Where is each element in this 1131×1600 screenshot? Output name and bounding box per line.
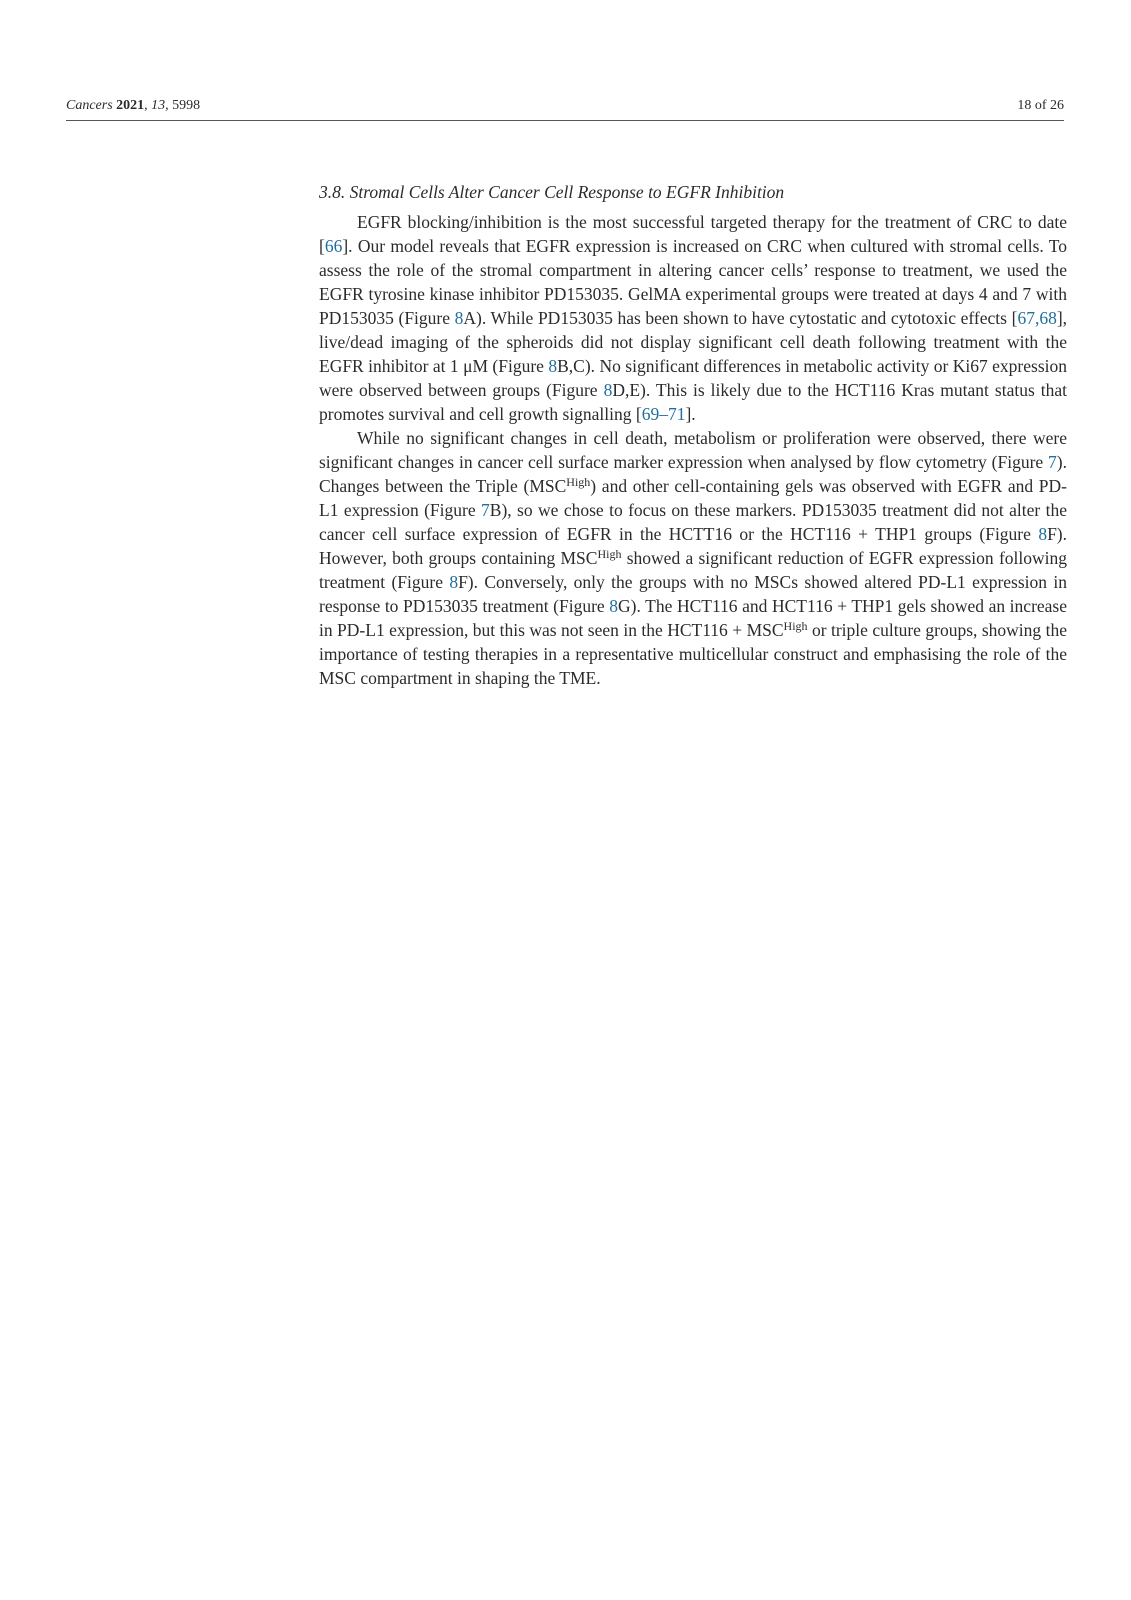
paragraph-2 (319, 426, 1067, 690)
section-heading: 3.8. Stromal Cells Alter Cancer Cell Response to EGFR Inhibition (319, 182, 785, 202)
text-run: A). While PD153035 has been shown to have cytostatic and cytotoxic effects [ (463, 308, 1018, 328)
text-run: B,C). No significant differences in metabolic activity or Ki67 expression were observed between groups (Figure (319, 356, 1068, 400)
figure-link[interactable]: 8 (449, 572, 459, 592)
superscript: High (783, 619, 808, 633)
text-run: D,E). This is likely due to the HCT116 Kras mutant status that promotes survival and cell growth signalling [ (319, 380, 1067, 424)
figure-link[interactable]: 8 (1038, 524, 1048, 544)
text-run: B), so we chose to focus on these markers. PD153035 treatment did not alter the cancer cell surface expression of EGFR in the HCTT16 or the HCT116 + THP1 groups (Figure (319, 500, 1067, 544)
page-number: 18 of 26 (1017, 98, 1064, 113)
text-run: , (1034, 308, 1040, 328)
citation-link[interactable]: 67 (1017, 308, 1035, 328)
figure-link[interactable]: 8 (548, 356, 558, 376)
superscript: High (597, 547, 622, 561)
text-run: G). The HCT116 and HCT116 + THP1 gels showed an increase in PD-L1 expression, but this was not seen in the HCT116 + MSC (319, 596, 1068, 640)
text-run: ], live/dead imaging of the spheroids did not display significant cell death following treatment with the EGFR inhibitor at 1 μM (Figure (319, 308, 1068, 376)
text-run: showed a significant reduction of EGFR expression following treatment (Figure (319, 548, 1067, 592)
journal-volume: 13 (151, 98, 166, 113)
text-run: F). Conversely, only the groups with no MSCs showed altered PD-L1 expression in response to PD153035 treatment (Figure (319, 572, 1067, 616)
text-run: EGFR blocking/inhibition is the most successful targeted therapy for the treatment of CRC to date [ (319, 212, 1067, 256)
text-run: or triple culture groups, showing the importance of testing therapies in a representative multicellular construct and emphasising the role of the MSC compartment in shaping the TME. (319, 620, 1067, 688)
article-number: 5998 (172, 98, 201, 113)
journal-name: Cancers (66, 98, 113, 113)
journal-citation: Cancers 2021, 13, 5998 (66, 98, 201, 113)
figure-link[interactable]: 8 (454, 308, 464, 328)
figure-link[interactable]: 8 (609, 596, 619, 616)
superscript: High (566, 475, 591, 489)
citation-link[interactable]: 66 (324, 236, 343, 256)
text-run: ) and other cell-containing gels was observed with EGFR and PD-L1 expression (Figure (319, 476, 1067, 520)
citation-link[interactable]: 68 (1039, 308, 1057, 328)
figure-link[interactable]: 7 (1048, 452, 1057, 472)
text-run: ]. (685, 404, 696, 424)
journal-year: 2021 (116, 98, 145, 113)
text-run: ). Changes between the Triple (MSC (319, 452, 1067, 496)
text-run: F). However, both groups containing MSC (319, 524, 1067, 568)
paragraph-1 (319, 210, 1067, 426)
text-run: While no significant changes in cell death, metabolism or proliferation were observed, there were significant changes in cancer cell surface marker expression when analysed by flow cytometry (Figure (319, 428, 1067, 472)
citation-link[interactable]: 69–71 (641, 404, 686, 424)
figure-link[interactable]: 7 (481, 500, 490, 520)
text-run: ]. Our model reveals that EGFR expression is increased on CRC when cultured with stromal cells. To assess the role of the stromal compartment in altering cancer cells’ response to treatment, we used the EGFR tyrosine kinase inhibitor PD153035. GelMA experimental groups were treated at days 4 and 7 with PD153035 (Figure (319, 236, 1067, 328)
page-header (66, 96, 1064, 121)
main-content (319, 180, 1067, 690)
figure-link[interactable]: 8 (603, 380, 613, 400)
